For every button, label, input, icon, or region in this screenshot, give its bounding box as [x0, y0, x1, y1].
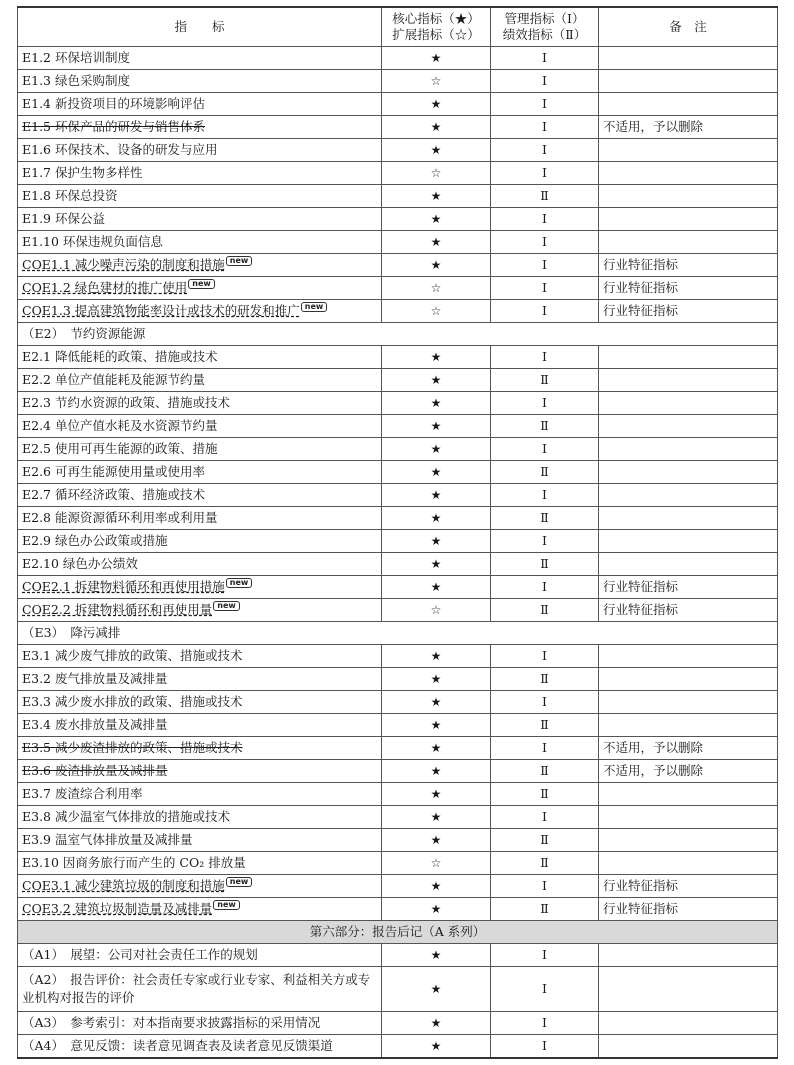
indicator-cell: [18, 852, 382, 875]
indicator-name: E2.4 单位产值水耗及水资源节约量: [22, 418, 218, 433]
note-cell: [599, 93, 778, 116]
core-star-icon: ★: [382, 898, 491, 921]
table-row: [18, 47, 778, 70]
core-star-icon: ★: [382, 783, 491, 806]
table-row: [18, 645, 778, 668]
note-cell: [599, 369, 778, 392]
indicator-name: COE2.1 拆建物料循环和再使用措施: [22, 579, 225, 594]
indicator-type: Ⅰ: [491, 806, 599, 829]
core-star-icon: ★: [382, 47, 491, 70]
indicator-cell: [18, 139, 382, 162]
core-star-icon: ★: [382, 760, 491, 783]
indicator-type: Ⅰ: [491, 277, 599, 300]
table-row: [18, 898, 778, 921]
indicator-name: E3.10 因商务旅行而产生的 CO₂ 排放量: [22, 855, 246, 870]
new-badge: new: [226, 877, 253, 887]
indicator-cell: [18, 231, 382, 254]
core-star-icon: ★: [382, 185, 491, 208]
new-badge: new: [188, 279, 215, 289]
table-row: [18, 806, 778, 829]
indicator-cell: [18, 415, 382, 438]
indicator-cell: [18, 162, 382, 185]
part-title: 第六部分：报告后记（A 系列）: [18, 921, 778, 944]
indicator-name: E1.5 环保产品的研发与销售体系: [22, 119, 205, 134]
table-row: [18, 553, 778, 576]
table-row: [18, 185, 778, 208]
table-row: [18, 507, 778, 530]
indicator-cell: [18, 576, 382, 599]
core-star-icon: ★: [382, 139, 491, 162]
indicator-name: （A4） 意见反馈：读者意见调查表及读者意见反馈渠道: [22, 1038, 333, 1053]
core-star-icon: ★: [382, 645, 491, 668]
indicator-name: E1.2 环保培训制度: [22, 50, 130, 65]
note-cell: [599, 484, 778, 507]
indicator-cell: [18, 898, 382, 921]
table-row: [18, 70, 778, 93]
indicator-name: COE1.2 绿色建材的推广使用: [22, 280, 188, 295]
indicator-name: E2.1 降低能耗的政策、措施或技术: [22, 349, 218, 364]
table-row: [18, 737, 778, 760]
table-row: [18, 139, 778, 162]
indicator-type: Ⅰ: [491, 139, 599, 162]
new-badge: new: [226, 578, 253, 588]
indicator-name: E1.3 绿色采购制度: [22, 73, 130, 88]
indicator-name: E2.3 节约水资源的政策、措施或技术: [22, 395, 230, 410]
indicator-name: （A3） 参考索引：对本指南要求披露指标的采用情况: [22, 1015, 321, 1030]
indicator-type: Ⅰ: [491, 162, 599, 185]
core-star-icon: ★: [382, 530, 491, 553]
extended-star-icon: ☆: [382, 277, 491, 300]
indicator-name: E2.8 能源资源循环利用率或利用量: [22, 510, 218, 525]
header-indicator: 指 标: [18, 7, 382, 47]
indicator-cell: [18, 507, 382, 530]
indicator-cell: [18, 438, 382, 461]
core-star-icon: ★: [382, 93, 491, 116]
indicator-type: Ⅰ: [491, 576, 599, 599]
table-row: [18, 967, 778, 1012]
indicator-type: Ⅱ: [491, 668, 599, 691]
core-star-icon: ★: [382, 208, 491, 231]
extended-star-icon: ☆: [382, 162, 491, 185]
note-cell: 行业特征指标: [599, 277, 778, 300]
indicator-cell: [18, 967, 382, 1012]
note-cell: [599, 553, 778, 576]
indicator-name: E2.5 使用可再生能源的政策、措施: [22, 441, 218, 456]
indicator-cell: [18, 829, 382, 852]
note-cell: 不适用，予以删除: [599, 760, 778, 783]
note-cell: [599, 461, 778, 484]
new-badge: new: [213, 601, 240, 611]
indicator-type: Ⅱ: [491, 415, 599, 438]
indicator-type: Ⅰ: [491, 438, 599, 461]
indicator-type: Ⅱ: [491, 553, 599, 576]
indicator-cell: [18, 668, 382, 691]
core-star-icon: ★: [382, 507, 491, 530]
indicator-type: Ⅰ: [491, 875, 599, 898]
indicator-name: E2.9 绿色办公政策或措施: [22, 533, 168, 548]
indicator-type: Ⅱ: [491, 185, 599, 208]
indicator-name: E1.9 环保公益: [22, 211, 105, 226]
indicator-type: Ⅰ: [491, 1012, 599, 1035]
new-badge: new: [213, 900, 240, 910]
indicator-cell: [18, 599, 382, 622]
core-star-icon: ★: [382, 346, 491, 369]
indicator-cell: [18, 93, 382, 116]
core-star-icon: ★: [382, 691, 491, 714]
indicator-name: E1.8 环保总投资: [22, 188, 118, 203]
table-row: [18, 760, 778, 783]
indicator-name: COE3.2 建筑垃圾制造量及减排量: [22, 901, 213, 916]
indicator-name: E1.4 新投资项目的环境影响评估: [22, 96, 205, 111]
note-cell: [599, 852, 778, 875]
table-row: [18, 300, 778, 323]
indicator-type: Ⅰ: [491, 47, 599, 70]
indicator-cell: [18, 277, 382, 300]
note-cell: 行业特征指标: [599, 254, 778, 277]
indicator-type: Ⅱ: [491, 369, 599, 392]
new-badge: new: [301, 302, 328, 312]
note-cell: 不适用，予以删除: [599, 116, 778, 139]
note-cell: [599, 162, 778, 185]
core-star-icon: ★: [382, 415, 491, 438]
indicator-name: E2.7 循环经济政策、措施或技术: [22, 487, 205, 502]
indicator-name: E3.4 废水排放量及减排量: [22, 717, 168, 732]
indicator-cell: [18, 116, 382, 139]
header-type-mgmt: 管理指标（Ⅰ）: [504, 11, 585, 26]
indicator-type: Ⅰ: [491, 691, 599, 714]
table-row: [18, 415, 778, 438]
indicator-name: E2.6 可再生能源使用量或使用率: [22, 464, 205, 479]
core-star-icon: ★: [382, 392, 491, 415]
indicator-type: Ⅰ: [491, 645, 599, 668]
section-title: （E2） 节约资源能源: [18, 323, 778, 346]
header-level-ext: 扩展指标（☆）: [392, 27, 480, 42]
note-cell: [599, 70, 778, 93]
indicator-type: Ⅰ: [491, 231, 599, 254]
indicator-type: Ⅰ: [491, 70, 599, 93]
core-star-icon: ★: [382, 944, 491, 967]
indicator-name: E3.9 温室气体排放量及减排量: [22, 832, 193, 847]
core-star-icon: ★: [382, 369, 491, 392]
table-row: [18, 576, 778, 599]
core-star-icon: ★: [382, 231, 491, 254]
section-heading-row: [18, 323, 778, 346]
indicator-type: Ⅰ: [491, 116, 599, 139]
core-star-icon: ★: [382, 1035, 491, 1059]
table-row: [18, 944, 778, 967]
indicator-type: Ⅱ: [491, 852, 599, 875]
section-title: （E3） 降污减排: [18, 622, 778, 645]
indicator-cell: [18, 392, 382, 415]
core-star-icon: ★: [382, 806, 491, 829]
core-star-icon: ★: [382, 484, 491, 507]
note-cell: [599, 944, 778, 967]
table-row: [18, 691, 778, 714]
indicator-cell: [18, 645, 382, 668]
table-row: [18, 254, 778, 277]
extended-star-icon: ☆: [382, 70, 491, 93]
indicator-name: E3.8 减少温室气体排放的措施或技术: [22, 809, 230, 824]
indicator-type: Ⅰ: [491, 944, 599, 967]
header-level: [382, 7, 491, 47]
indicator-name: E2.2 单位产值能耗及能源节约量: [22, 372, 205, 387]
indicator-name: E3.7 废渣综合利用率: [22, 786, 143, 801]
note-cell: [599, 967, 778, 1012]
indicator-cell: [18, 806, 382, 829]
table-row: [18, 668, 778, 691]
section-heading-row: [18, 622, 778, 645]
table-row: [18, 208, 778, 231]
extended-star-icon: ☆: [382, 300, 491, 323]
indicator-type: Ⅰ: [491, 346, 599, 369]
core-star-icon: ★: [382, 553, 491, 576]
table-row: [18, 484, 778, 507]
new-badge: new: [226, 256, 253, 266]
indicator-name: E2.10 绿色办公绩效: [22, 556, 138, 571]
indicator-name: COE2.2 拆建物料循环和再使用量: [22, 602, 213, 617]
indicator-type: Ⅱ: [491, 599, 599, 622]
note-cell: [599, 507, 778, 530]
note-cell: [599, 806, 778, 829]
indicator-type: Ⅰ: [491, 484, 599, 507]
note-cell: [599, 185, 778, 208]
indicator-type: Ⅰ: [491, 737, 599, 760]
note-cell: 行业特征指标: [599, 875, 778, 898]
indicator-type: Ⅰ: [491, 254, 599, 277]
note-cell: [599, 668, 778, 691]
note-cell: [599, 829, 778, 852]
indicator-type: Ⅱ: [491, 714, 599, 737]
core-star-icon: ★: [382, 967, 491, 1012]
table-row: [18, 1035, 778, 1059]
note-cell: [599, 691, 778, 714]
header-level-core: 核心指标（★）: [392, 11, 480, 26]
indicator-type: Ⅱ: [491, 783, 599, 806]
indicator-name: E3.1 减少废气排放的政策、措施或技术: [22, 648, 243, 663]
core-star-icon: ★: [382, 829, 491, 852]
indicator-type: Ⅰ: [491, 1035, 599, 1059]
indicator-name: E3.5 减少废渣排放的政策、措施或技术: [22, 740, 243, 755]
note-cell: [599, 1012, 778, 1035]
core-star-icon: ★: [382, 1012, 491, 1035]
indicator-cell: [18, 346, 382, 369]
indicator-cell: [18, 300, 382, 323]
note-cell: [599, 415, 778, 438]
indicator-cell: [18, 185, 382, 208]
table-row: [18, 714, 778, 737]
core-star-icon: ★: [382, 668, 491, 691]
table-row: [18, 116, 778, 139]
table-row: [18, 875, 778, 898]
indicator-cell: [18, 461, 382, 484]
header-type: [491, 7, 599, 47]
table-row: [18, 530, 778, 553]
extended-star-icon: ☆: [382, 599, 491, 622]
indicator-cell: [18, 714, 382, 737]
note-cell: 不适用，予以删除: [599, 737, 778, 760]
table-row: [18, 93, 778, 116]
indicator-type: Ⅱ: [491, 461, 599, 484]
indicator-cell: [18, 1012, 382, 1035]
core-star-icon: ★: [382, 254, 491, 277]
indicator-name: COE3.1 减少建筑垃圾的制度和措施: [22, 878, 225, 893]
table-row: [18, 392, 778, 415]
note-cell: [599, 47, 778, 70]
indicator-cell: [18, 875, 382, 898]
core-star-icon: ★: [382, 461, 491, 484]
core-star-icon: ★: [382, 438, 491, 461]
indicator-cell: [18, 530, 382, 553]
indicator-cell: [18, 553, 382, 576]
indicator-type: Ⅱ: [491, 507, 599, 530]
indicator-cell: [18, 484, 382, 507]
table-row: [18, 346, 778, 369]
note-cell: [599, 783, 778, 806]
note-cell: [599, 645, 778, 668]
indicator-name: E3.2 废气排放量及减排量: [22, 671, 168, 686]
table-row: [18, 599, 778, 622]
extended-star-icon: ☆: [382, 852, 491, 875]
indicator-name: E1.10 环保违规负面信息: [22, 234, 163, 249]
indicator-cell: [18, 691, 382, 714]
header-note: 备 注: [599, 7, 778, 47]
note-cell: [599, 392, 778, 415]
note-cell: [599, 231, 778, 254]
indicator-cell: [18, 737, 382, 760]
indicator-name: （A2） 报告评价：社会责任专家或行业专家、利益相关方或专业机构对报告的评价: [22, 972, 371, 1005]
part-heading-row: [18, 921, 778, 944]
indicator-cell: [18, 783, 382, 806]
indicator-type: Ⅰ: [491, 530, 599, 553]
table-row: [18, 231, 778, 254]
indicator-type: Ⅰ: [491, 93, 599, 116]
note-cell: 行业特征指标: [599, 599, 778, 622]
table-row: [18, 369, 778, 392]
core-star-icon: ★: [382, 875, 491, 898]
note-cell: [599, 346, 778, 369]
indicator-name: COE1.1 减少噪声污染的制度和措施: [22, 257, 225, 272]
indicator-cell: [18, 760, 382, 783]
table-header: [18, 7, 778, 47]
indicator-name: COE1.3 提高建筑物能率设计或技术的研发和推广: [22, 303, 300, 318]
indicator-type: Ⅰ: [491, 300, 599, 323]
indicator-cell: [18, 1035, 382, 1059]
table-body: [18, 47, 778, 1059]
note-cell: [599, 208, 778, 231]
note-cell: [599, 714, 778, 737]
indicator-name: E3.3 减少废水排放的政策、措施或技术: [22, 694, 243, 709]
table-row: [18, 277, 778, 300]
table-row: [18, 783, 778, 806]
note-cell: 行业特征指标: [599, 300, 778, 323]
indicator-type: Ⅰ: [491, 967, 599, 1012]
table-row: [18, 829, 778, 852]
note-cell: 行业特征指标: [599, 576, 778, 599]
header-type-perf: 绩效指标（Ⅱ）: [502, 27, 587, 42]
table-row: [18, 162, 778, 185]
note-cell: [599, 139, 778, 162]
indicator-cell: [18, 944, 382, 967]
indicator-type: Ⅰ: [491, 392, 599, 415]
core-star-icon: ★: [382, 576, 491, 599]
indicator-type: Ⅰ: [491, 208, 599, 231]
table-row: [18, 461, 778, 484]
indicator-name: E1.7 保护生物多样性: [22, 165, 143, 180]
indicator-type: Ⅱ: [491, 760, 599, 783]
table-row: [18, 852, 778, 875]
indicator-cell: [18, 369, 382, 392]
note-cell: 行业特征指标: [599, 898, 778, 921]
note-cell: [599, 530, 778, 553]
indicator-name: （A1） 展望：公司对社会责任工作的规划: [22, 947, 258, 962]
indicator-cell: [18, 208, 382, 231]
indicator-cell: [18, 47, 382, 70]
indicator-type: Ⅱ: [491, 898, 599, 921]
note-cell: [599, 1035, 778, 1059]
indicator-name: E3.6 废渣排放量及减排量: [22, 763, 168, 778]
note-cell: [599, 438, 778, 461]
table-row: [18, 1012, 778, 1035]
indicator-name: E1.6 环保技术、设备的研发与应用: [22, 142, 218, 157]
core-star-icon: ★: [382, 737, 491, 760]
table-row: [18, 438, 778, 461]
core-star-icon: ★: [382, 714, 491, 737]
core-star-icon: ★: [382, 116, 491, 139]
indicator-type: Ⅱ: [491, 829, 599, 852]
indicator-cell: [18, 70, 382, 93]
indicator-table: [17, 6, 778, 1059]
indicator-cell: [18, 254, 382, 277]
